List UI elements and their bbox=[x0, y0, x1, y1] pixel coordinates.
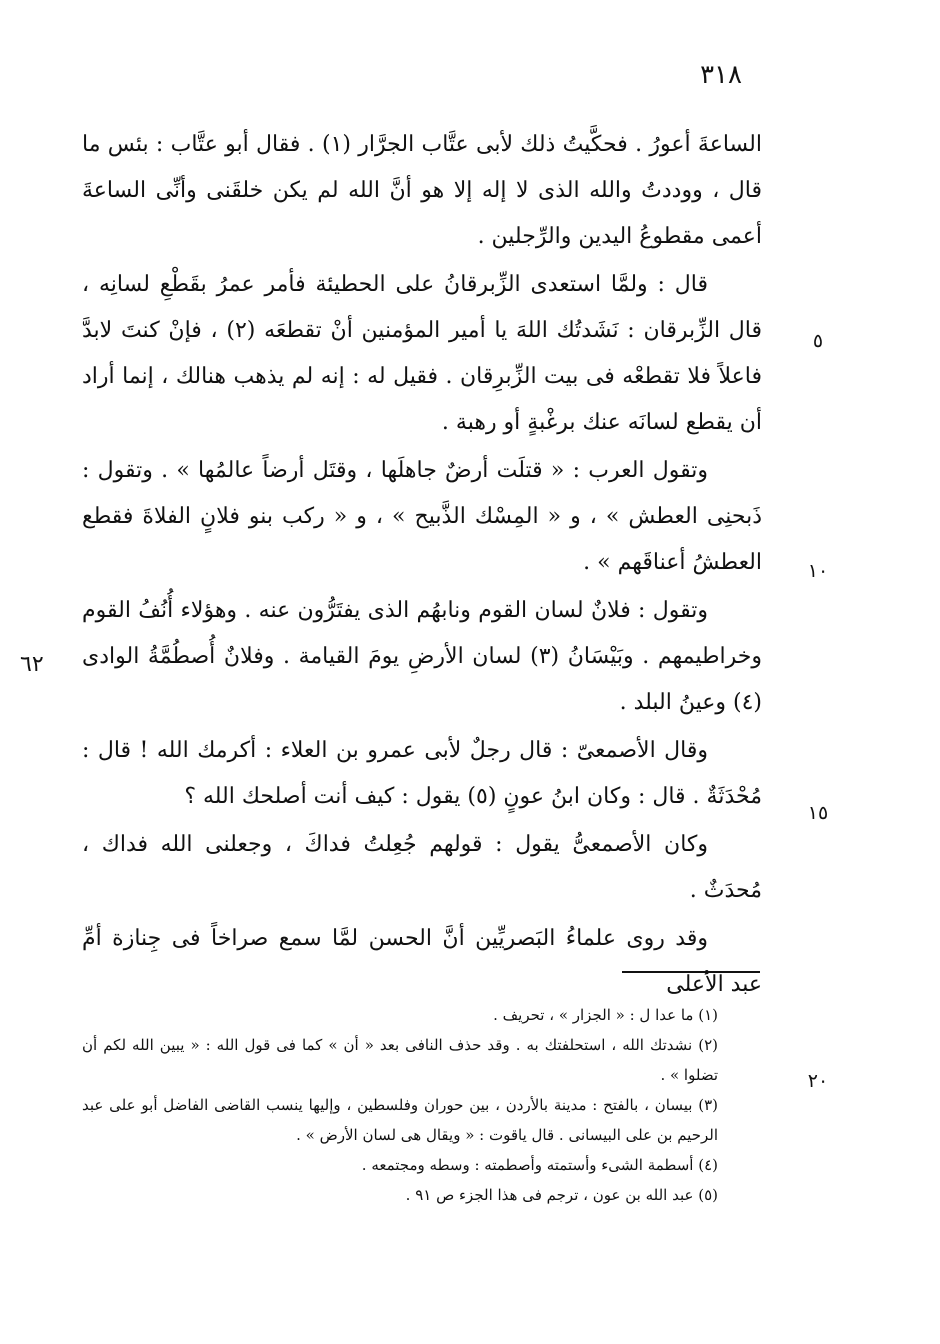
footnote: (٤) أسطمة الشىء وأستمته وأصطمته : وسطه ومجتمعه . bbox=[361, 1156, 718, 1174]
margin-line-number: ١٥ bbox=[807, 802, 829, 824]
margin-line-number: ٢٠ bbox=[807, 1070, 829, 1092]
footnote-divider bbox=[622, 971, 760, 973]
footnote: (٥) عبد الله بن عون ، ترجم فى هذا الجزء ص ٩١ . bbox=[405, 1186, 718, 1204]
margin-line-number: ١٠ bbox=[807, 560, 829, 582]
footnote: (٣) بيسان ، بالفتح : مدينة بالأردن ، بين حوران وفلسطين ، وإليها ينسب القاضى الفاضل أبو على عبد الرحيم بن على البيسانى . قال ياقوت : « ويقال هى لسان الأرض » . bbox=[82, 1096, 718, 1144]
main-text bbox=[82, 122, 762, 1008]
paragraph: قال : ولمَّا استعدى الزِّبرقانُ على الحطيئة فأمر عمرُ بقَطْعِ لسانِه ، قال الزِّبرقان : نَشَدتُك اللهَ يا أمير المؤمنين أنْ تقطعَه (٢) ، فإنْ كنتَ لابدَّ فاعلاً فلا تقطعْه فى بيت الزِّبرِقان . فقيل له : إنه لم يذهب هنالك ، إنما أراد أن يقطع لسانَه عنك برغْبةٍ أو رهبة . bbox=[82, 272, 762, 435]
paragraph: وقد روى علماءُ البَصريِّين أنَّ الحسن لمَّا سمع صراخاً فى جِنازة أمِّ عبد الأعلى bbox=[82, 926, 762, 997]
paragraph: الساعةَ أعورُ . فحكَّيتُ ذلك لأبى عتَّاب الجرَّار (١) . فقال أبو عتَّاب : بئس ما قال ، ووددتُ والله الذى لا إله إلا هو أنَّ الله لم يكن خلقَنى وأنِّى الساعةَ أعمى مقطوعُ اليدين والرِّجلين . bbox=[82, 132, 762, 249]
footnote: (١) ما عدا ل : « الجزار » ، تحريف . bbox=[493, 1006, 718, 1024]
paragraph: وقال الأصمعىّ : قال رجلٌ لأبى عمرو بن العلاء : أكرمك الله ! قال : مُحْدَثَةٌ . قال : وكان ابنُ عونٍ (٥) يقول : كيف أنت أصلحك الله ؟ bbox=[82, 738, 762, 809]
paragraph: وتقول : فلانٌ لسان القوم ونابهُم الذى يفتَرُّون عنه . وهؤلاء أُنُفُ القوم وخراطيمهم . وبَيْسَانُ (٣) لسان الأرضِ يومَ القيامة . وفلانٌ أُصطُمَّةُ الوادى (٤) وعينُ البلد . bbox=[82, 598, 762, 715]
footnote: (٢) نشدتك الله ، استحلفتك به . وقد حذف النافى بعد « أن » كما فى قول الله : « يبين الله لكم أن تضلوا » . bbox=[82, 1036, 718, 1084]
margin-page-reference: ٦٢ bbox=[20, 652, 44, 677]
margin-line-number: ٥ bbox=[812, 330, 824, 352]
paragraph: وتقول العرب : « قتلَت أرضٌ جاهلَها ، وقتَل أرضاً عالمُها » . وتقول : ذَبحنِى العطش » ، و « المِسْك الذَّبيح » ، و « ركب بنو فلانٍ الفلاةَ فقطع العطشُ أعناقَهم » . bbox=[82, 458, 762, 575]
footnotes bbox=[82, 1000, 762, 1210]
page-number: ٣١٨ bbox=[700, 60, 742, 90]
paragraph: وكان الأصمعىُّ يقول : قولهم جُعِلتُ فداكَ ، وجعلنى الله فداك ، مُحدَثٌ . bbox=[82, 832, 762, 903]
